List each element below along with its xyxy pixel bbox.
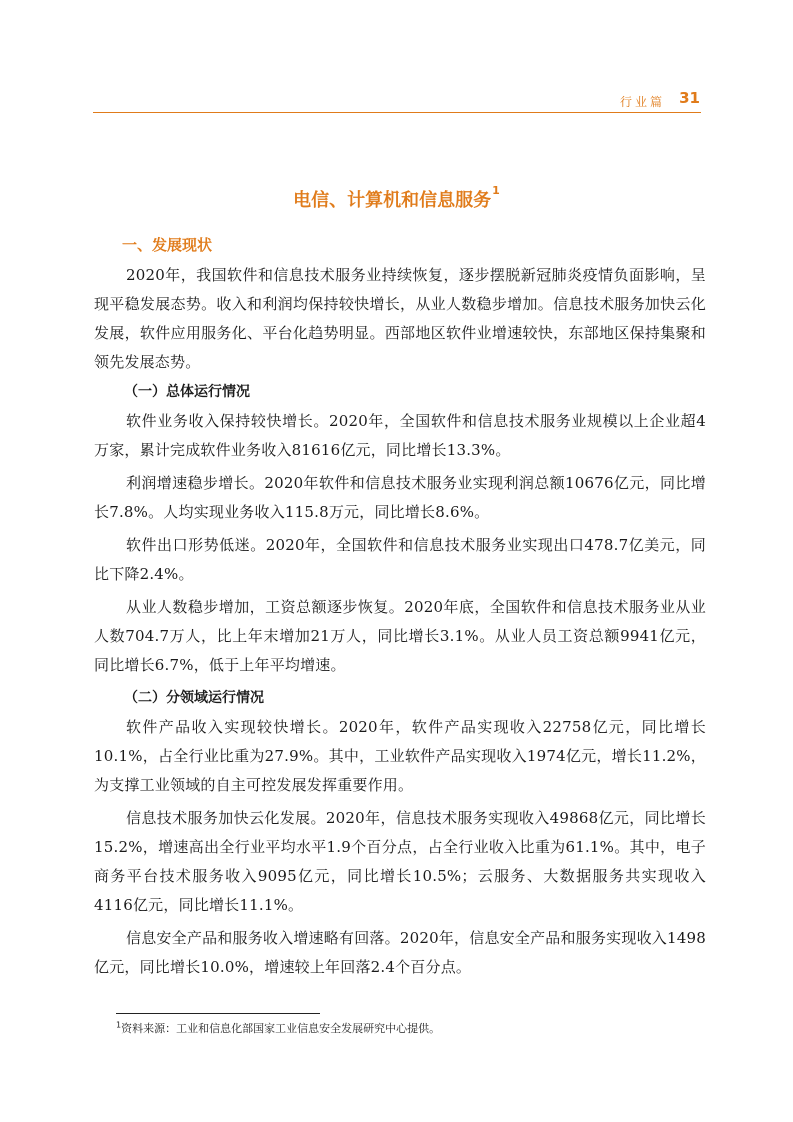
footnote-divider (116, 1013, 320, 1014)
paragraph-security: 信息安全产品和服务收入增速略有回落。2020年，信息安全产品和服务实现收入1498亿元，同比增长10.0%，增速较上年回落2.4个百分点。 (94, 929, 706, 976)
paragraph-it-services: 信息技术服务加快云化发展。2020年，信息技术服务实现收入49868亿元，同比增长15.2%，增速高出全行业平均水平1.9个百分点，占全行业收入比重为61.1%。其中，电子商务平台技术服务收入9095亿元，同比增长10.5%；云服务、大数据服务共实现收入4116亿元，同比增长11.1%。 (94, 809, 706, 914)
paragraph-software-products: 软件产品收入实现较快增长。2020年，软件产品实现收入22758亿元，同比增长10.1%，占全行业比重为27.9%。其中，工业软件产品实现收入1974亿元，增长11.2%，为支撑工业领域的自主可控发展发挥重要作用。 (94, 718, 706, 794)
header-divider (93, 112, 701, 113)
footnote (116, 1020, 440, 1036)
paragraph-export: 软件出口形势低迷。2020年，全国软件和信息技术服务业实现出口478.7亿美元，同比下降2.4%。 (94, 536, 706, 583)
paragraph-employment: 从业人数稳步增加，工资总额逐步恢复。2020年底，全国软件和信息技术服务业从业人数704.7万人，比上年末增加21万人，同比增长3.1%。从业人员工资总额9941亿元，同比增长6.7%，低于上年平均增速。 (94, 598, 706, 674)
page-title (0, 186, 793, 212)
main-content (94, 230, 706, 986)
subsection-heading-overall: （一）总体运行情况 (124, 384, 250, 400)
title-footnote-mark: 1 (492, 184, 500, 197)
page-title-text: 电信、计算机和信息服务 (293, 190, 492, 211)
subsection-heading-domains: （二）分领域运行情况 (124, 690, 264, 706)
page-number: 31 (679, 89, 700, 107)
paragraph-profit: 利润增速稳步增长。2020年软件和信息技术服务业实现利润总额10676亿元，同比增长7.8%。人均实现业务收入115.8万元，同比增长8.6%。 (94, 474, 706, 521)
footnote-mark: 1 (116, 1020, 122, 1030)
footnote-text: 资料来源：工业和信息化部国家工业信息安全发展研究中心提供。 (121, 1022, 441, 1035)
paragraph-revenue: 软件业务收入保持较快增长。2020年，全国软件和信息技术服务业规模以上企业超4万家，累计完成软件业务收入81616亿元，同比增长13.3%。 (94, 412, 706, 459)
section-heading: 一、发展现状 (122, 236, 213, 254)
intro-paragraph: 2020年，我国软件和信息技术服务业持续恢复，逐步摆脱新冠肺炎疫情负面影响，呈现平稳发展态势。收入和利润均保持较快增长，从业人数稳步增加。信息技术服务加快云化发展，软件应用服务化、平台化趋势明显。西部地区软件业增速较快，东部地区保持集聚和领先发展态势。 (94, 266, 706, 371)
section-label: 行业篇 (619, 95, 665, 109)
